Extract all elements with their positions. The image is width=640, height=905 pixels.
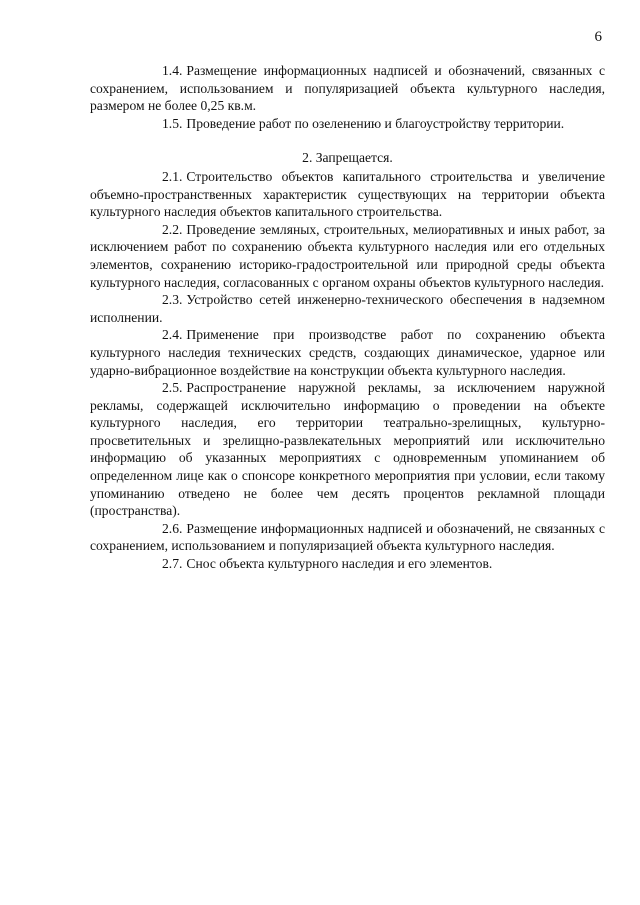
- item-text: Снос объекта культурного наследия и его элементов.: [186, 556, 493, 572]
- item-number: 1.4.: [162, 63, 183, 78]
- item-text: Применение при производстве работ по сохранению объекта культурного наследия технических средств, создающих динамическое, ударное или ударно-вибрационное воздействие на конструкции объекта культурного наследия.: [90, 327, 605, 378]
- item-text: Строительство объектов капитального строительства и увеличение объемно-пространственных характеристик существующих на территории объекта культурного наследия объектов капитального строительства.: [90, 168, 605, 220]
- item-text: Размещение информационных надписей и обозначений, не связанных с сохранением, использованием и популяризацией объекта культурного наследия.: [90, 520, 605, 554]
- item-number: 2.3.: [162, 292, 183, 308]
- item-text: Распространение наружной рекламы, за исключением наружной рекламы, содержащей исключительно информацию о проведении на объекте культурного наследия, его территории театрально-зрелищных, культурно-просветительных и зрелищно-развлекательных мероприятий или исключительно информацию об указанных мероприятиях с одновременным упоминанием об определенном лице как о спонсоре конкретного мероприятия при условии, если такому упоминанию отведено не более чем десять процентов рекламной площади (пространства).: [90, 380, 605, 519]
- item-number: 2.6.: [162, 520, 183, 536]
- list-item-2-1: [90, 168, 605, 221]
- list-item-1-4: [90, 62, 605, 115]
- list-item-2-6: [90, 520, 605, 555]
- list-item-2-2: [90, 221, 605, 291]
- list-item-2-4: [90, 326, 605, 379]
- item-number: 2.7.: [162, 556, 183, 572]
- list-item-1-5: [90, 115, 605, 133]
- document-body: [90, 62, 605, 573]
- item-number: 2.1.: [162, 168, 183, 184]
- item-text: Размещение информационных надписей и обозначений, связанных с сохранением, использованием и популяризацией объекта культурного наследия, размером не более 0,25 кв.м.: [90, 63, 605, 114]
- list-item-2-3: [90, 291, 605, 326]
- list-item-2-5: [90, 379, 605, 520]
- section-title: 2. Запрещается.: [302, 150, 393, 166]
- item-text: Проведение работ по озеленению и благоустройству территории.: [186, 115, 565, 131]
- item-text: Проведение земляных, строительных, мелиоративных и иных работ, за исключением работ по сохранению объекта культурного наследия или его отдельных элементов, сохранению историко-градостроительной или природной среды объекта культурного наследия, согласованных с органом охраны объектов культурного наследия.: [90, 221, 605, 290]
- item-number: 1.5.: [162, 115, 183, 131]
- page-number: 6: [594, 29, 602, 45]
- item-text: Устройство сетей инженерно-технического обеспечения в надземном исполнении.: [90, 292, 605, 325]
- list-item-2-7: [90, 555, 605, 573]
- item-number: 2.2.: [162, 221, 183, 237]
- item-number: 2.4.: [162, 327, 183, 343]
- item-number: 2.5.: [162, 380, 183, 396]
